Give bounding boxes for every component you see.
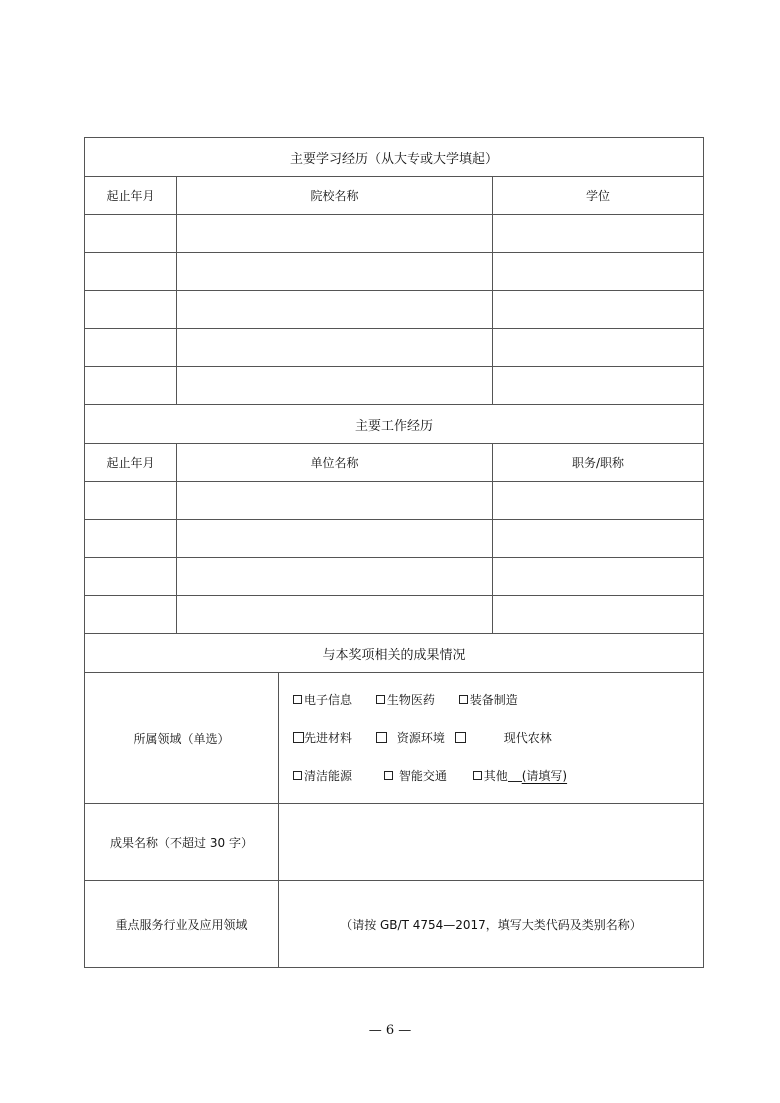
other-hint[interactable]: (请填写) bbox=[521, 769, 568, 783]
work-employer-cell[interactable] bbox=[177, 482, 493, 520]
education-degree-cell[interactable] bbox=[493, 329, 704, 367]
work-position-cell[interactable] bbox=[493, 558, 704, 596]
option-equipment[interactable]: 装备制造 bbox=[459, 681, 518, 719]
work-row bbox=[85, 520, 704, 558]
education-degree-cell[interactable] bbox=[493, 367, 704, 405]
education-period-cell[interactable] bbox=[85, 215, 177, 253]
option-agriculture[interactable]: 现代农林 bbox=[455, 719, 552, 757]
education-school-cell[interactable] bbox=[177, 253, 493, 291]
education-col-period: 起止年月 bbox=[85, 177, 177, 215]
option-energy[interactable]: 清洁能源 bbox=[293, 757, 352, 795]
option-transport[interactable]: 智能交通 bbox=[384, 757, 447, 795]
education-row bbox=[85, 367, 704, 405]
checkbox-icon[interactable] bbox=[293, 732, 304, 743]
checkbox-icon[interactable] bbox=[455, 732, 466, 743]
education-row bbox=[85, 253, 704, 291]
education-school-cell[interactable] bbox=[177, 215, 493, 253]
work-position-cell[interactable] bbox=[493, 520, 704, 558]
work-position-cell[interactable] bbox=[493, 596, 704, 634]
education-degree-cell[interactable] bbox=[493, 291, 704, 329]
education-degree-cell[interactable] bbox=[493, 215, 704, 253]
education-row bbox=[85, 291, 704, 329]
work-period-cell[interactable] bbox=[85, 520, 177, 558]
option-other[interactable]: 其他 (请填写) bbox=[473, 757, 567, 795]
work-period-cell[interactable] bbox=[85, 558, 177, 596]
checkbox-icon[interactable] bbox=[384, 771, 393, 780]
work-col-employer: 单位名称 bbox=[177, 444, 493, 482]
education-period-cell[interactable] bbox=[85, 367, 177, 405]
achievements-section-title: 与本奖项相关的成果情况 bbox=[85, 634, 704, 673]
work-period-cell[interactable] bbox=[85, 482, 177, 520]
option-electronics[interactable]: 电子信息 bbox=[293, 681, 352, 719]
achievement-name-input[interactable] bbox=[279, 804, 704, 881]
checkbox-icon[interactable] bbox=[473, 771, 482, 780]
education-school-cell[interactable] bbox=[177, 291, 493, 329]
application-form-table bbox=[84, 137, 704, 968]
education-section-title: 主要学习经历（从大专或大学填起） bbox=[85, 138, 704, 177]
other-blank-line bbox=[508, 769, 522, 782]
education-school-cell[interactable] bbox=[177, 329, 493, 367]
work-period-cell[interactable] bbox=[85, 596, 177, 634]
work-row bbox=[85, 558, 704, 596]
checkbox-icon[interactable] bbox=[293, 695, 302, 704]
checkbox-icon[interactable] bbox=[293, 771, 302, 780]
checkbox-icon[interactable] bbox=[376, 732, 387, 743]
work-employer-cell[interactable] bbox=[177, 520, 493, 558]
work-employer-cell[interactable] bbox=[177, 596, 493, 634]
option-materials[interactable]: 先进材料 bbox=[293, 719, 352, 757]
education-col-degree: 学位 bbox=[493, 177, 704, 215]
education-degree-cell[interactable] bbox=[493, 253, 704, 291]
checkbox-icon[interactable] bbox=[376, 695, 385, 704]
field-label: 所属领域（单选） bbox=[85, 673, 279, 804]
industry-input[interactable]: （请按 GB/T 4754—2017，填写大类代码及类别名称） bbox=[279, 881, 704, 968]
industry-label: 重点服务行业及应用领域 bbox=[85, 881, 279, 968]
education-period-cell[interactable] bbox=[85, 253, 177, 291]
option-resources[interactable]: 资源环境 bbox=[376, 719, 445, 757]
field-options bbox=[279, 673, 704, 804]
education-period-cell[interactable] bbox=[85, 291, 177, 329]
education-period-cell[interactable] bbox=[85, 329, 177, 367]
work-col-period: 起止年月 bbox=[85, 444, 177, 482]
education-col-school: 院校名称 bbox=[177, 177, 493, 215]
work-row bbox=[85, 482, 704, 520]
work-position-cell[interactable] bbox=[493, 482, 704, 520]
work-col-position: 职务/职称 bbox=[493, 444, 704, 482]
work-section-title: 主要工作经历 bbox=[85, 405, 704, 444]
option-biomedicine[interactable]: 生物医药 bbox=[376, 681, 435, 719]
checkbox-icon[interactable] bbox=[459, 695, 468, 704]
education-row bbox=[85, 215, 704, 253]
achievement-name-label: 成果名称（不超过 30 字） bbox=[85, 804, 279, 881]
page-number: — 6 — bbox=[368, 1023, 412, 1038]
education-school-cell[interactable] bbox=[177, 367, 493, 405]
work-row bbox=[85, 596, 704, 634]
education-row bbox=[85, 329, 704, 367]
work-employer-cell[interactable] bbox=[177, 558, 493, 596]
